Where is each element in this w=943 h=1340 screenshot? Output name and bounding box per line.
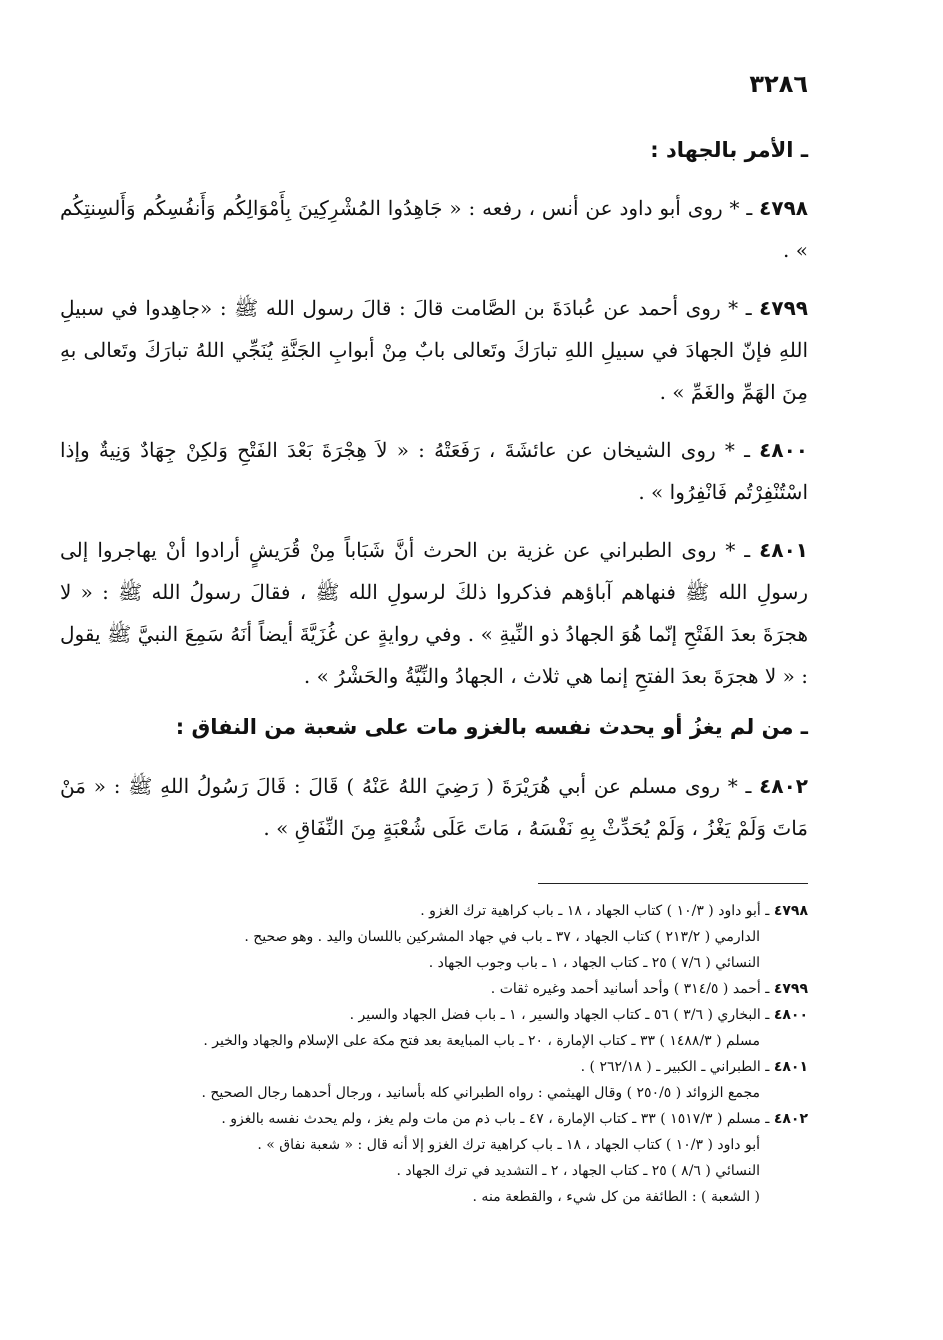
footnote-line: النسائي ( ٧/٦ ) ٢٥ ـ كتاب الجهاد ، ١ ـ باب وجوب الجهاد . — [428, 954, 760, 971]
footnotes — [60, 898, 808, 1210]
hadith-4799 — [60, 287, 808, 413]
page-number: ٣٢٨٦ — [749, 70, 808, 98]
footnote-line — [60, 976, 808, 1002]
section-heading: ـ من لم يغزُ أو يحدث نفسه بالغزو مات على شعبة من النفاق : — [175, 715, 808, 740]
footnote-divider — [538, 883, 808, 884]
hadith-text: ـ * روى أبو داود عن أنس ، رفعه : « جَاهِدُوا المُشْرِكِينَ بِأَمْوَالِكُم وَأَنفُسِكُم وَأَلسِنتِكُم » . — [60, 196, 808, 263]
footnote-line — [60, 898, 808, 924]
footnote-line: الدارمي ( ٢١٣/٢ ) كتاب الجهاد ، ٣٧ ـ باب في جهاد المشركين باللسان واليد . وهو صحيح . — [244, 928, 760, 945]
footnote-line: ( الشعبة ) : الطائفة من كل شيء ، والقطعة منه . — [472, 1188, 760, 1205]
footnote-number: ٤٨٠٢ — [773, 1110, 808, 1127]
footnote-text: ـ أبو داود ( ١٠/٣ ) كتاب الجهاد ، ١٨ ـ باب كراهية ترك الغزو . — [420, 902, 774, 919]
footnote-text: ـ أحمد ( ٣١٤/٥ ) وأحد أسانيد أحمد وغيره ثقات . — [490, 980, 774, 997]
hadith-number: ٤٨٠١ — [759, 538, 808, 563]
footnote-text: ـ البخاري ( ٣/٦ ) ٥٦ ـ كتاب الجهاد والسير ، ١ ـ باب فضل الجهاد والسير . — [349, 1006, 774, 1023]
footnote-line: أبو داود ( ١٠/٣ ) كتاب الجهاد ، ١٨ ـ باب كراهية ترك الغزو إلا أنه قال : « شعبة نفاق » . — [257, 1136, 760, 1153]
footnote-number: ٤٧٩٨ — [773, 902, 808, 919]
hadith-4801 — [60, 529, 808, 697]
footnote-line: النسائي ( ٨/٦ ) ٢٥ ـ كتاب الجهاد ، ٢ ـ التشديد في ترك الجهاد . — [396, 1162, 760, 1179]
hadith-text: ـ * روى الشيخان عن عائشَةَ ، رَفَعَتْهُ : « لاَ هِجْرَةَ بَعْدَ الفَتْحِ وَلكِنْ جِهَادٌ وَنِيةٌ وإذا اسْتُنْفِرْتُم فَانْفِرُوا » . — [60, 438, 808, 505]
section-heading: ـ الأمر بالجهاد : — [650, 138, 808, 162]
hadith-number: ٤٨٠٢ — [759, 773, 808, 798]
section-2 — [60, 713, 808, 848]
hadith-text: ـ * روى الطبراني عن غزية بن الحرث أنَّ شَبَاباً مِنْ قُرَيشٍ أرادوا أنْ يهاجروا إلى رسولِ الله ﷺ فنهاهم آباؤهم فذكروا ذلكَ لرسولِ الله ﷺ ، فقالَ رسولُ الله ﷺ : « لا هجرَةَ بعدَ الفَتْحِ إنّما هُوَ الجهادُ ذو النِّيةِ » . وفي روايةٍ عن غُزَيَّةَ أيضاً أنَهُ سَمِعَ النبيَّ ﷺ يقول : « لا هجرَةَ بعدَ الفتحِ إنما هي ثلاث ، الجهادُ والنِّيَّةُ والحَشْرُ » . — [60, 538, 808, 689]
footnote-number: ٤٨٠٠ — [773, 1006, 808, 1023]
footnote-line — [60, 1106, 808, 1132]
footnote-line — [60, 1002, 808, 1028]
footnote-line — [60, 1054, 808, 1080]
hadith-text: ـ * روى أحمد عن عُبادَةَ بن الصَّامت قالَ : قالَ رسول الله ﷺ : «جاهِدوا في سبيلِ اللهِ فإنّ الجهادَ في سبيلِ اللهِ تبارَكَ وتَعالى بابٌ مِنْ أبوابِ الجَنَّةِ يُنَجِّي اللهُ تبارَكَ وتَعالى بهِ مِنَ الهَمِّ والغَمِّ » . — [60, 296, 808, 405]
hadith-4798 — [60, 187, 808, 271]
hadith-4802 — [60, 765, 808, 849]
hadith-text: ـ * روى مسلم عن أبي هُرَيْرَةَ ( رَضِيَ اللهُ عَنْهُ ) قَالَ : قَالَ رَسُولُ اللهِ ﷺ : « مَنْ مَاتَ وَلَمْ يَغْزُ ، وَلَمْ يُحَدِّثْ بِهِ نَفْسَهُ ، مَاتَ عَلَى شُعْبَةٍ مِنَ النِّفَاقِ » . — [60, 773, 808, 840]
footnote-text: ـ الطبراني ـ الكبير ـ ( ٢٦٢/١٨ ) . — [580, 1058, 774, 1075]
footnote-line: مجمع الزوائد ( ٢٥٠/٥ ) وقال الهيثمي : رواه الطبراني كله بأسانيد ، ورجال أحدهما رجال الصحيح . — [201, 1084, 760, 1101]
hadith-number: ٤٧٩٩ — [759, 296, 808, 321]
footnote-number: ٤٨٠١ — [773, 1058, 808, 1075]
hadith-number: ٤٧٩٨ — [759, 196, 808, 221]
footnote-text: ـ مسلم ( ١٥١٧/٣ ) ٣٣ ـ كتاب الإمارة ، ٤٧ ـ باب ذم من مات ولم يغز ، ولم يحدث نفسه بالغزو . — [221, 1110, 774, 1127]
section-1 — [60, 136, 808, 697]
hadith-4800 — [60, 429, 808, 513]
footnote-line: مسلم ( ١٤٨٨/٣ ) ٣٣ ـ كتاب الإمارة ، ٢٠ ـ باب المبايعة بعد فتح مكة على الإسلام والجهاد والخير . — [203, 1032, 760, 1049]
hadith-number: ٤٨٠٠ — [759, 438, 808, 463]
footnote-number: ٤٧٩٩ — [773, 980, 808, 997]
